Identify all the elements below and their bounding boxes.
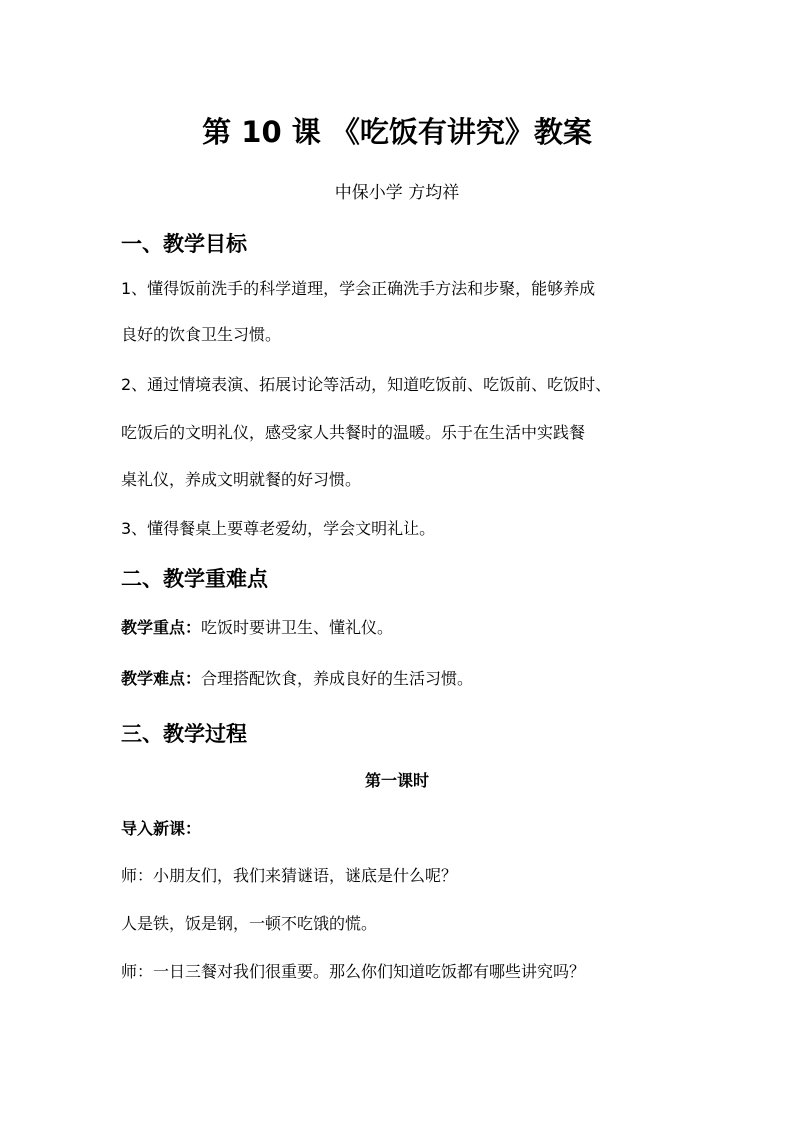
- section-heading-keypoints: 二、教学重难点: [121, 567, 268, 591]
- goal-item-1-line-2: 良好的饮食卫生习惯。: [121, 325, 282, 344]
- process-line-2: 人是铁，饭是钢，一顿不吃饿的慌。: [121, 914, 378, 933]
- goal-item-3-line-1: 3、懂得餐桌上要尊老爱幼，学会文明礼让。: [121, 519, 436, 538]
- lesson-title: 第一课时: [364, 771, 429, 790]
- goal-item-2-line-1: 2、通过情境表演、拓展讨论等活动，知道吃饭前、吃饭前、吃饭时、: [121, 375, 612, 394]
- section-heading-goals: 一、教学目标: [121, 232, 247, 256]
- process-line-3: 师：一日三餐对我们很重要。那么你们知道吃饭都有哪些讲究吗？: [121, 962, 586, 981]
- goal-item-2-line-3: 桌礼仪，养成文明就餐的好习惯。: [121, 470, 362, 489]
- document-title: 第 10 课 《吃饭有讲究》教案: [202, 115, 592, 149]
- document-author: 中保小学 方均祥: [334, 183, 460, 203]
- keypoint-focus-label: 教学重点：: [121, 618, 202, 637]
- intro-label: 导入新课：: [121, 819, 202, 838]
- keypoint-focus: [121, 616, 393, 640]
- process-line-1: 师：小朋友们，我们来猜谜语，谜底是什么呢？: [121, 866, 458, 885]
- keypoint-difficulty: [121, 667, 473, 691]
- goal-item-1-line-1: 1、懂得饭前洗手的科学道理，学会正确洗手方法和步聚，能够养成: [121, 279, 596, 298]
- keypoint-focus-text: 吃饭时要讲卫生、懂礼仪。: [201, 618, 394, 637]
- keypoint-difficulty-text: 合理搭配饮食，养成良好的生活习惯。: [201, 669, 474, 688]
- section-heading-process: 三、教学过程: [121, 722, 247, 746]
- keypoint-difficulty-label: 教学难点：: [121, 669, 202, 688]
- goal-item-2-line-2: 吃饭后的文明礼仪，感受家人共餐时的温暖。乐于在生活中实践餐: [121, 423, 586, 442]
